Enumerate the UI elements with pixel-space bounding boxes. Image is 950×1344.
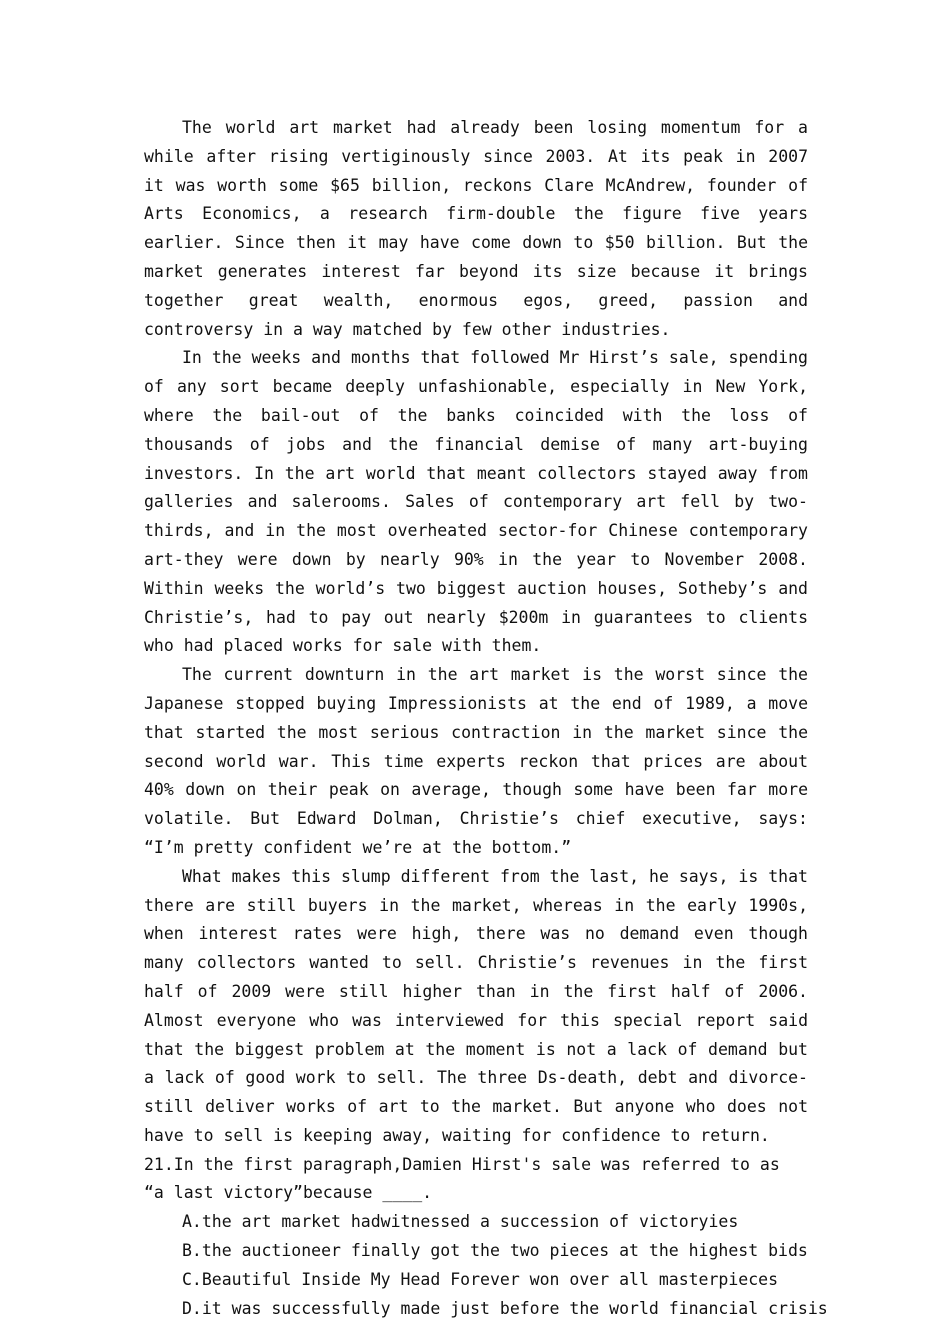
option-d: D.it was successfully made just before the world financial crisis xyxy=(182,1298,828,1318)
passage-paragraph-1: The world art market had already been losing momentum for a while after rising vertiginously since 2003. At its peak in 2007 it was worth some $65 billion, reckons Clare McAndrew, founder of Arts Economics, a research firm-double the figure five years earlier. Since then it may have come down to $50 billion. But the market generates interest far beyond its size because it brings together great wealth, enormous egos, greed, passion and controversy in a way matched by few other industries. xyxy=(144,118,808,339)
passage-paragraph-2: In the weeks and months that followed Mr Hirst’s sale, spending of any sort became deeply unfashionable, especially in New York, where the bail-out of the banks coincided with the loss of thousands of jobs and the financial demise of many art-buying investors. In the art world that meant collectors stayed away from galleries and salerooms. Sales of contemporary art fell by two-thirds, and in the most overheated sector-for Chinese contemporary art-they were down by nearly 90% in the year to November 2008. Within weeks the world’s two biggest auction houses, Sotheby’s and Christie’s, had to pay out nearly $200m in guarantees to clients who had placed works for sale with them. xyxy=(144,348,808,656)
option-b: B.the auctioneer finally got the two pieces at the highest bids xyxy=(182,1241,808,1261)
option-c: C.Beautiful Inside My Head Forever won over all masterpieces xyxy=(182,1269,779,1289)
reading-passage xyxy=(144,114,808,1151)
passage-paragraph-4: What makes this slump different from the last, he says, is that there are still buyers in the market, whereas in the early 1990s, when interest rates were high, there was no demand even though many collectors wanted to sell. Christie’s revenues in the first half of 2009 were still higher than in the first half of 2006. Almost everyone who was interviewed for this special report said that the biggest problem at the moment is not a lack of demand but a lack of good work to sell. The three Ds-death, debt and divorce-still deliver works of art to the market. But anyone who does not have to sell is keeping away, waiting for confidence to return. xyxy=(144,866,808,1145)
passage-paragraph-3: The current downturn in the art market is the worst since the Japanese stopped buying Impressionists at the end of 1989, a move that started the most serious contraction in the market since the second world war. This time experts reckon that prices are about 40% down on their peak on average, though some have been far more volatile. But Edward Dolman, Christie’s chief executive, says: “I’m pretty confident we’re at the bottom.” xyxy=(144,665,808,857)
document-page xyxy=(144,114,828,1323)
answer-options xyxy=(144,1208,828,1323)
question-21 xyxy=(144,1151,828,1324)
question-stem: 21.In the first paragraph,Damien Hirst's sale was referred to as “a last victory”because ____. xyxy=(144,1154,780,1203)
option-a: A.the art market hadwitnessed a succession of victoryies xyxy=(182,1212,739,1232)
